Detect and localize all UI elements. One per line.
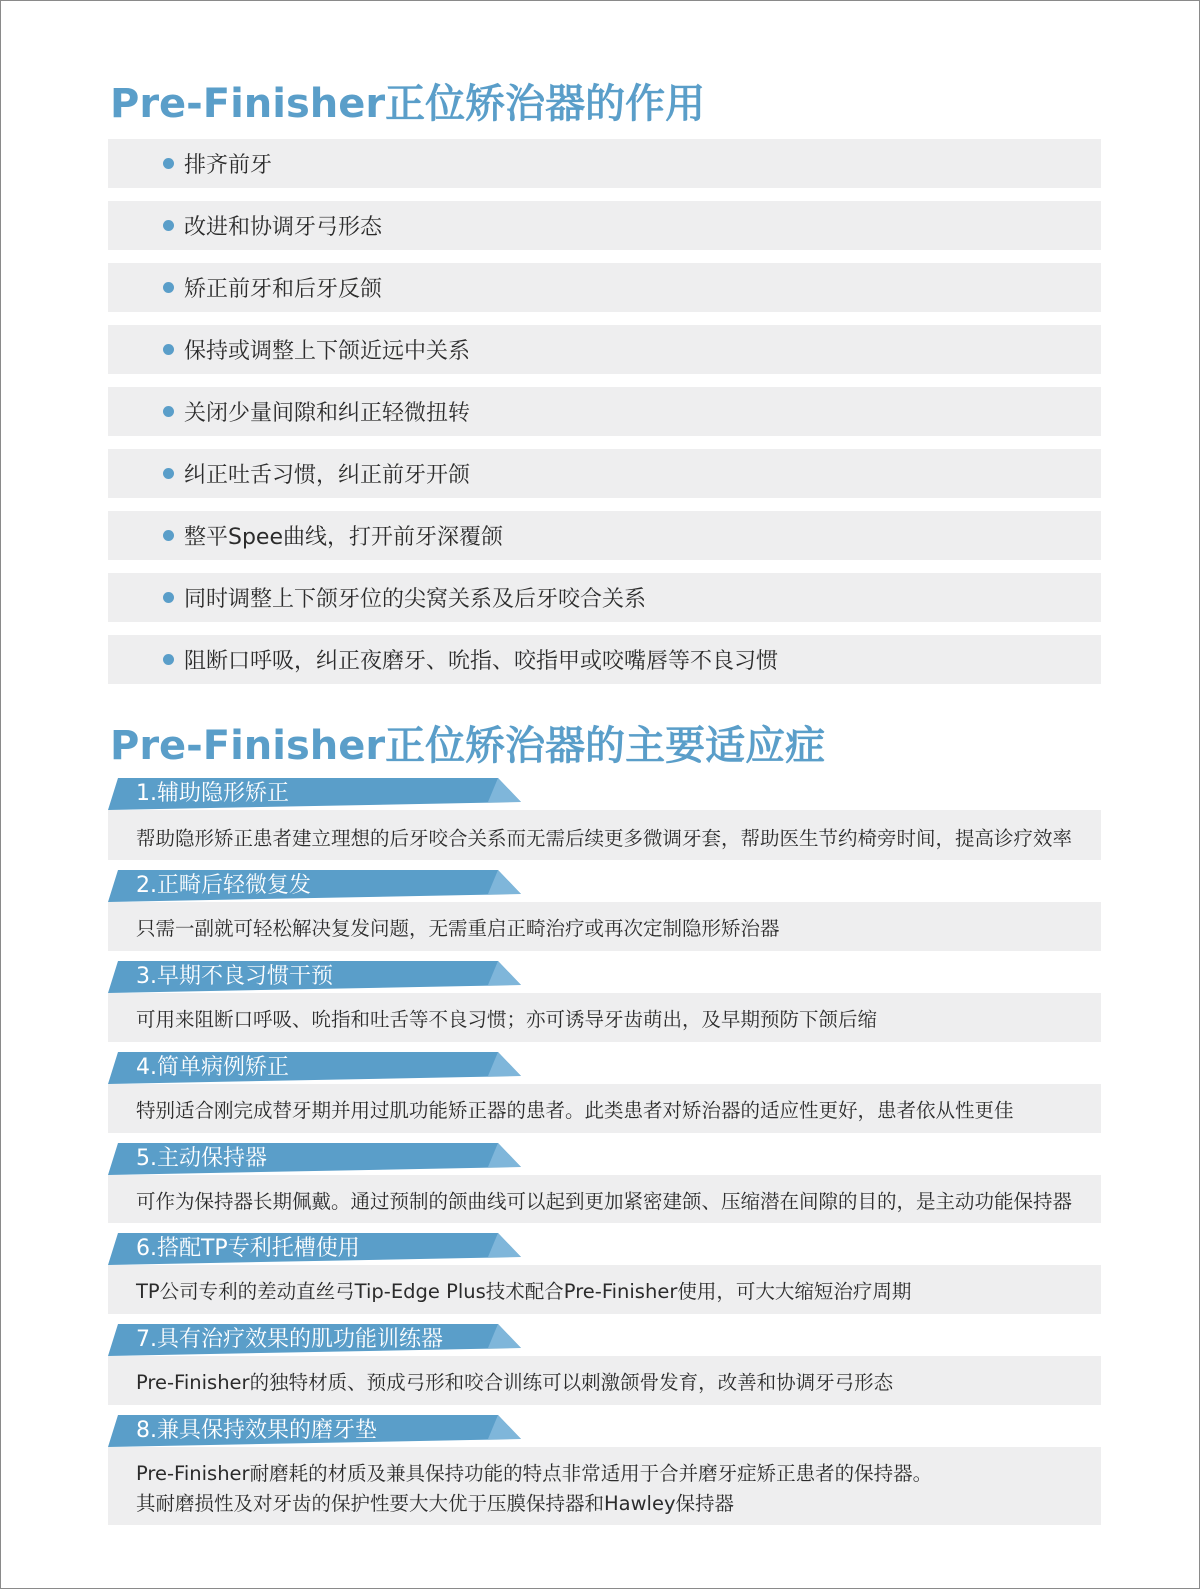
function-item [108, 635, 1101, 684]
bullet-icon [163, 468, 174, 479]
indication-block [108, 1415, 1101, 1525]
function-item [108, 139, 1101, 188]
indication-block [108, 778, 1101, 860]
indication-header [108, 1143, 528, 1175]
function-item-text: 矫正前牙和后牙反颌 [184, 277, 383, 302]
indication-block [108, 1143, 1101, 1223]
indication-block [108, 961, 1101, 1042]
indication-heading: 6.搭配TP专利托槽使用 [136, 1236, 360, 1261]
indication-heading: 2.正畸后轻微复发 [136, 873, 311, 898]
bullet-icon [163, 654, 174, 665]
function-item-text: 整平Spee曲线，打开前牙深覆颌 [184, 525, 504, 550]
indication-heading: 7.具有治疗效果的肌功能训练器 [136, 1327, 443, 1352]
indication-text: 可作为保持器长期佩戴。通过预制的颌曲线可以起到更加紧密建颌、压缩潜在间隙的目的，是主动功能保持器 [136, 1190, 1073, 1213]
indication-heading: 4.简单病例矫正 [136, 1055, 289, 1080]
indication-header [108, 1415, 528, 1447]
indication-header [108, 1324, 528, 1356]
function-item [108, 325, 1101, 374]
indication-header [108, 961, 528, 993]
bullet-icon [163, 406, 174, 417]
indication-text: Pre-Finisher的独特材质、预成弓形和咬合训练可以刺激颌骨发育，改善和协调牙弓形态 [136, 1371, 894, 1394]
indication-text: 特别适合刚完成替牙期并用过肌功能矫正器的患者。此类患者对矫治器的适应性更好，患者依从性更佳 [136, 1099, 1014, 1122]
indication-text-line2: 其耐磨损性及对牙齿的保护性要大大优于压膜保持器和Hawley保持器 [136, 1492, 735, 1515]
function-item-text: 阻断口呼吸，纠正夜磨牙、吮指、咬指甲或咬嘴唇等不良习惯 [184, 649, 779, 674]
indications-title: Pre-Finisher正位矫治器的主要适应症 [110, 723, 826, 769]
function-item-text: 同时调整上下颌牙位的尖窝关系及后牙咬合关系 [184, 587, 647, 612]
indication-body [108, 1356, 1101, 1405]
function-item [108, 201, 1101, 250]
indication-heading: 8.兼具保持效果的磨牙垫 [136, 1418, 377, 1443]
bullet-icon [163, 344, 174, 355]
function-item [108, 449, 1101, 498]
indication-header [108, 1052, 528, 1084]
indication-heading: 3.早期不良习惯干预 [136, 964, 333, 989]
function-item-text: 纠正吐舌习惯，纠正前牙开颌 [184, 463, 471, 488]
indication-body [108, 1084, 1101, 1133]
bullet-icon [163, 282, 174, 293]
indication-body [108, 810, 1101, 860]
function-item-text: 改进和协调牙弓形态 [184, 215, 383, 240]
indication-header [108, 870, 528, 902]
bullet-icon [163, 530, 174, 541]
function-item-text: 排齐前牙 [184, 153, 273, 178]
indication-heading: 5.主动保持器 [136, 1146, 267, 1171]
indication-header [108, 778, 528, 810]
indication-body [108, 993, 1101, 1042]
indication-block [108, 1324, 1101, 1405]
function-item [108, 263, 1101, 312]
bullet-icon [163, 158, 174, 169]
indication-block [108, 870, 1101, 951]
indications-list [108, 778, 1101, 1535]
indication-text: 帮助隐形矫正患者建立理想的后牙咬合关系而无需后续更多微调牙套，帮助医生节约椅旁时间，提高诊疗效率 [136, 827, 1073, 850]
bullet-icon [163, 592, 174, 603]
indication-text: Pre-Finisher耐磨耗的材质及兼具保持功能的特点非常适用于合并磨牙症矫正患者的保持器。 [136, 1462, 933, 1485]
function-item [108, 387, 1101, 436]
function-item-text: 关闭少量间隙和纠正轻微扭转 [184, 401, 471, 426]
indication-body [108, 902, 1101, 951]
indication-text: TP公司专利的差动直丝弓Tip-Edge Plus技术配合Pre-Finisher使用，可大大缩短治疗周期 [136, 1280, 912, 1303]
function-item-text: 保持或调整上下颌近远中关系 [184, 339, 471, 364]
indication-body [108, 1175, 1101, 1223]
indication-block [108, 1233, 1101, 1314]
functions-list [108, 139, 1101, 697]
function-item [108, 511, 1101, 560]
function-item [108, 573, 1101, 622]
functions-title: Pre-Finisher正位矫治器的作用 [110, 81, 706, 127]
indication-heading: 1.辅助隐形矫正 [136, 781, 289, 806]
indication-header [108, 1233, 528, 1265]
indication-text: 可用来阻断口呼吸、吮指和吐舌等不良习惯；亦可诱导牙齿萌出，及早期预防下颌后缩 [136, 1008, 878, 1031]
bullet-icon [163, 220, 174, 231]
indication-text: 只需一副就可轻松解决复发问题，无需重启正畸治疗或再次定制隐形矫治器 [136, 917, 780, 940]
indication-body [108, 1447, 1101, 1525]
indication-body [108, 1265, 1101, 1314]
indication-block [108, 1052, 1101, 1133]
